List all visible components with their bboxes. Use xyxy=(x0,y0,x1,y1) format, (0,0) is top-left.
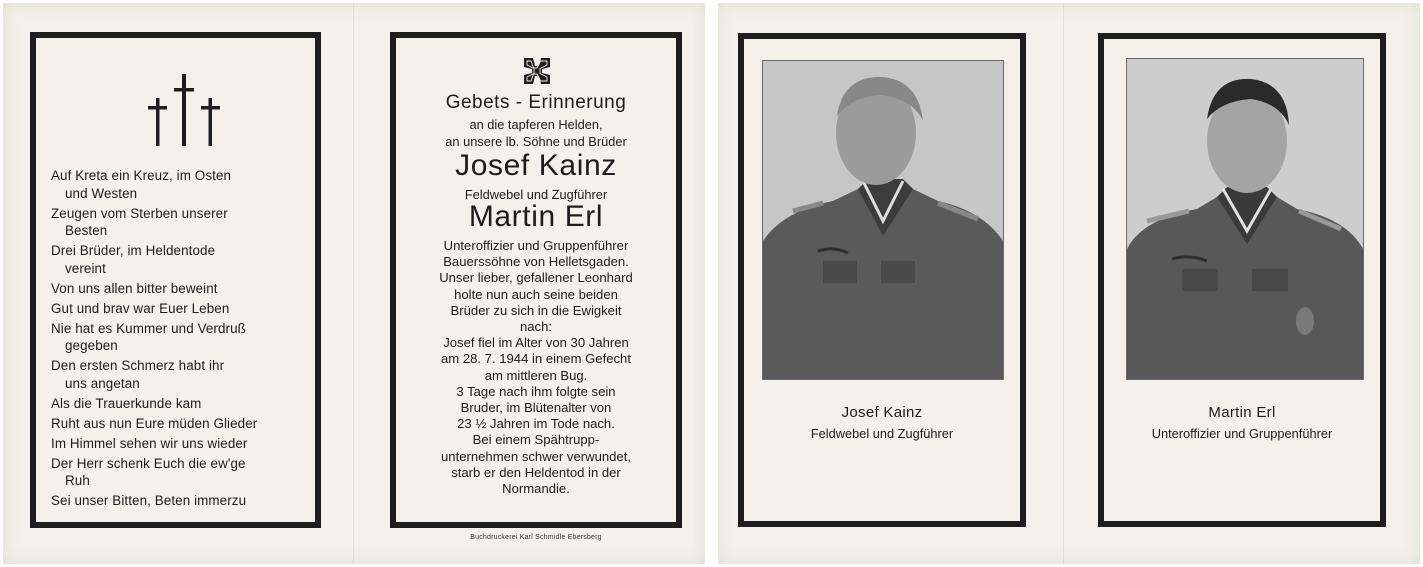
poem-line-text: Der Herr schenk Euch die ew'ge xyxy=(51,455,246,471)
poem-line-text: Auf Kreta ein Kreuz, im Osten xyxy=(51,168,232,183)
poem-line xyxy=(51,280,309,298)
poem-line-continuation: gegeben xyxy=(65,338,118,353)
memorial-heading: Gebets - Erinnerung xyxy=(445,92,627,113)
memorial-body-line: Normandie. xyxy=(502,481,570,497)
photo-panel-josef xyxy=(738,33,1026,527)
memorial-body-line: unternehmen schwer verwundet, xyxy=(441,448,631,464)
poem-line-continuation: uns angetan xyxy=(65,375,140,391)
caption-name-josef: Josef Kainz xyxy=(841,404,923,421)
dedication-line-2: an unsere lb. Söhne und Brüder xyxy=(445,134,627,149)
memorial-body-line: 3 Tage nach ihm folgte sein xyxy=(456,383,616,399)
printer-credit: Buchdruckerei Karl Schmidle Ebersberg xyxy=(470,534,602,541)
dedication-line-1: an die tapferen Helden, xyxy=(469,117,603,132)
caption-name-martin: Martin Erl xyxy=(1208,404,1276,421)
memorial-body-line: Bruder, im Blütenalter von xyxy=(460,400,612,416)
poem-line-text: Ruht aus nun Eure müden Glieder xyxy=(51,415,258,431)
poem-line-text: Gut und brav war Euer Leben xyxy=(51,300,230,316)
poem-line xyxy=(51,357,309,392)
poem-line xyxy=(51,395,309,413)
photo-panel-martin xyxy=(1098,33,1386,527)
poem-line xyxy=(51,205,309,240)
poem-line xyxy=(51,455,309,490)
poem-line xyxy=(51,242,309,277)
caption-rank-josef: Feldwebel und Zugführer xyxy=(810,426,954,441)
poem-line-text: Von uns allen bitter beweint xyxy=(51,280,218,296)
poem-line-text: Als die Trauerkunde kam xyxy=(51,395,202,411)
poem-line-text: Zeugen vom Sterben unserer xyxy=(51,205,228,221)
poem-line-text: Den ersten Schmerz habt ihr xyxy=(51,358,225,373)
portrait-photo-martin-erl xyxy=(1126,58,1364,380)
poem-line-text: Nie hat es Kummer und Verdruß xyxy=(51,320,246,336)
poem-line xyxy=(51,300,309,318)
poem-line-text: Sei unser Bitten, Beten immerzu xyxy=(51,493,247,508)
poem-line xyxy=(51,435,309,453)
memorial-body-line: am 28. 7. 1944 in einem Gefecht xyxy=(441,351,631,367)
poem-line-continuation: vereint xyxy=(65,260,106,276)
poem-line-text: Im Himmel sehen wir uns wieder xyxy=(51,435,248,451)
poem-line xyxy=(51,415,309,433)
card-fold xyxy=(353,3,355,564)
memorial-body-line: 23 ½ Jahren im Tode nach. xyxy=(457,416,615,432)
three-crosses-icon xyxy=(148,74,220,148)
memorial-body-line: Unser lieber, gefallener Leonhard xyxy=(439,270,633,286)
poem-line xyxy=(51,167,309,202)
poem-line xyxy=(51,320,309,355)
memorial-body-line: holte nun auch seine beiden xyxy=(454,286,618,302)
poem-line-text: Drei Brüder, im Heldentode xyxy=(51,243,216,258)
poem-text xyxy=(51,167,309,512)
rank-josef-kainz: Feldwebel und Zugführer xyxy=(464,187,608,202)
iron-cross-icon xyxy=(521,55,553,87)
portrait-photo-josef-kainz xyxy=(762,60,1004,380)
card-fold xyxy=(1063,3,1065,564)
memorial-body-line: Brüder zu sich in die Ewigkeit xyxy=(450,302,622,318)
poem-line xyxy=(51,492,309,510)
memorial-card-photo-side xyxy=(718,3,1420,564)
memorial-body-text xyxy=(402,238,670,497)
memorial-body-line: am mittleren Bug. xyxy=(484,367,588,383)
caption-rank-martin: Unteroffizier und Gruppenführer xyxy=(1151,426,1333,441)
memorial-body-line: starb er den Heldentod in der xyxy=(451,464,621,480)
poem-line-continuation: und Westen xyxy=(65,185,138,201)
memorial-text-panel xyxy=(390,32,682,528)
memorial-body-line: nach: xyxy=(519,319,553,335)
memorial-card-text-side xyxy=(3,3,705,564)
name-josef-kainz: Josef Kainz xyxy=(455,149,617,182)
poem-line-continuation: Besten xyxy=(65,223,108,238)
memorial-body-line: Josef fiel im Alter von 30 Jahren xyxy=(443,335,629,351)
memorial-body-line: Bauerssöhne von Helletsgaden. xyxy=(443,254,629,270)
poem-line-continuation: Ruh xyxy=(65,473,90,488)
name-martin-erl: Martin Erl xyxy=(468,200,604,233)
memorial-body-line: Bei einem Spähtrupp- xyxy=(472,432,600,448)
poem-panel xyxy=(30,32,321,528)
memorial-body-line: Unteroffizier und Gruppenführer xyxy=(443,238,629,253)
